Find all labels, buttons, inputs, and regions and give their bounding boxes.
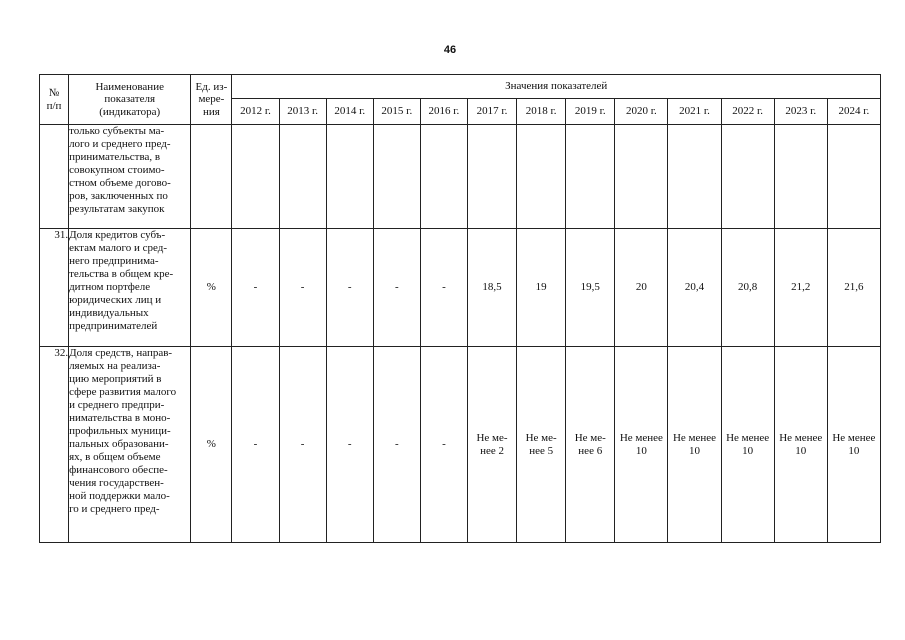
header-year: 2014 г. [326,99,373,125]
indicator-name: Доля кредитов субъ- ектам малого и сред- него предпринима- тельства в общем кре- дитном портфеле юридических лиц и индивидуальных предпринимателей [69,229,191,347]
header-year: 2012 г. [232,99,279,125]
table-row [40,125,881,229]
value-cell [566,125,615,229]
table-row [40,229,881,347]
value-cell: 18,5 [467,229,516,347]
row-number: 32. [40,347,69,543]
value-cell: - [326,347,373,543]
table-row [40,347,881,543]
value-cell [827,125,880,229]
header-indicator-name: Наименование показателя (индикатора) [69,75,191,125]
value-cell: - [279,229,326,347]
header-year: 2024 г. [827,99,880,125]
header-year: 2021 г. [668,99,721,125]
value-cell [279,125,326,229]
header-year: 2023 г. [774,99,827,125]
value-cell [615,125,668,229]
value-cell: - [420,229,467,347]
value-cell: - [420,347,467,543]
value-cell [517,125,566,229]
value-cell: Не менее 10 [774,347,827,543]
value-cell [774,125,827,229]
value-cell: 21,6 [827,229,880,347]
page-number: 46 [443,44,457,56]
header-values-group: Значения показателей [232,75,881,99]
header-year: 2018 г. [517,99,566,125]
value-cell [232,125,279,229]
unit-cell: % [191,229,232,347]
value-cell: 20,8 [721,229,774,347]
value-cell: 20,4 [668,229,721,347]
value-cell [326,125,373,229]
value-cell: Не ме- нее 5 [517,347,566,543]
value-cell: Не менее 10 [721,347,774,543]
value-cell [668,125,721,229]
header-year: 2013 г. [279,99,326,125]
value-cell [467,125,516,229]
unit-cell [191,125,232,229]
value-cell: - [373,229,420,347]
value-cell: - [232,229,279,347]
value-cell: 20 [615,229,668,347]
value-cell: 19,5 [566,229,615,347]
value-cell: Не менее 10 [615,347,668,543]
value-cell: - [373,347,420,543]
value-cell: Не ме- нее 2 [467,347,516,543]
value-cell [420,125,467,229]
row-number [40,125,69,229]
indicators-table [39,74,881,543]
table-header [40,75,881,125]
header-year: 2015 г. [373,99,420,125]
value-cell: 21,2 [774,229,827,347]
header-year: 2016 г. [420,99,467,125]
value-cell: Не ме- нее 6 [566,347,615,543]
indicator-name: Доля средств, направ- ляемых на реализа- цию мероприятий в сфере развития малого и среднего предпри- нимательства в моно- профильных муници- пальных образовани- ях, в общем объеме финансового обеспе- чения государствен- ной поддержки мало- го и среднего пред- [69,347,191,543]
value-cell: 19 [517,229,566,347]
value-cell: Не менее 10 [668,347,721,543]
value-cell: Не менее 10 [827,347,880,543]
value-cell: - [232,347,279,543]
value-cell: - [326,229,373,347]
header-year: 2022 г. [721,99,774,125]
header-year: 2017 г. [467,99,516,125]
header-year: 2019 г. [566,99,615,125]
indicator-name: только субъекты ма- лого и среднего пред- принимательства, в совокупном стоимо- стном объеме догово- ров, заключенных по результатам закупок [69,125,191,229]
value-cell: - [279,347,326,543]
row-number: 31. [40,229,69,347]
header-year: 2020 г. [615,99,668,125]
header-number: № п/п [40,75,69,125]
unit-cell: % [191,347,232,543]
value-cell [721,125,774,229]
value-cell [373,125,420,229]
header-unit: Ед. из- мере- ния [191,75,232,125]
